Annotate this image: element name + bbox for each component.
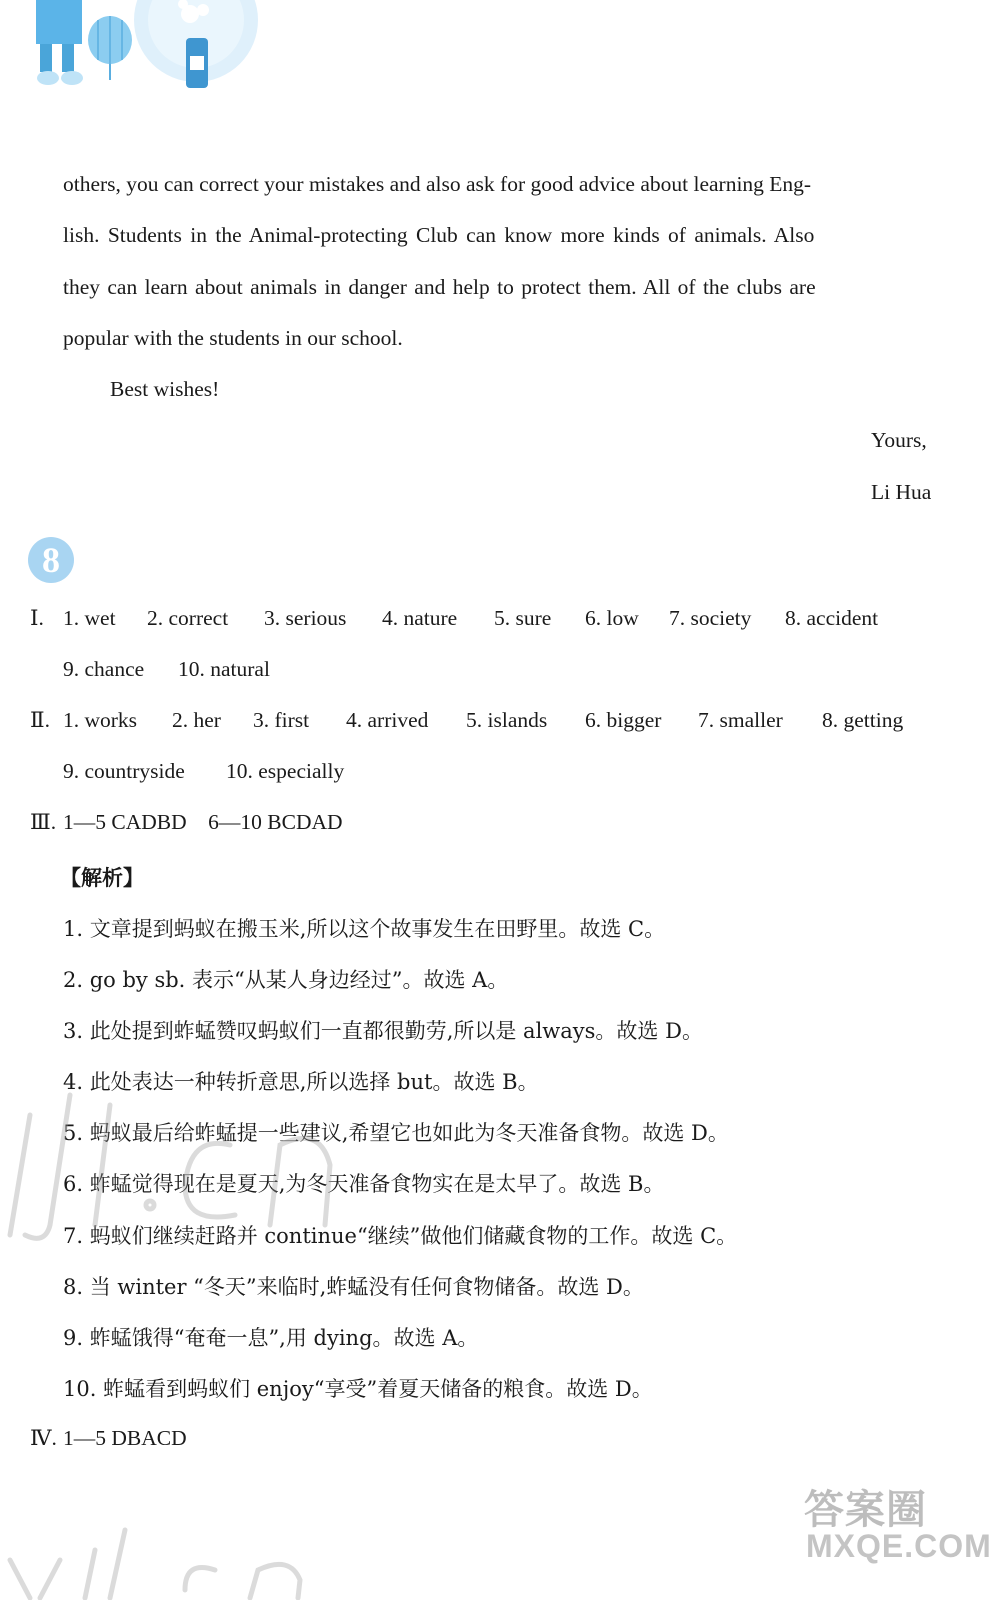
answer-item: 10. especially [226, 759, 345, 783]
analysis-item: 3. 此处提到蚱蜢赞叹蚂蚁们一直都很勤劳,所以是 always。故选 D。 [63, 1019, 703, 1043]
part-4-roman: Ⅳ. [30, 1426, 57, 1450]
header-illustration [0, 0, 270, 100]
answer-item: 5. sure [494, 606, 552, 630]
part-3-roman: Ⅲ. [30, 810, 57, 834]
analysis-item: 2. go by sb. 表示“从某人身边经过”。故选 A。 [63, 968, 509, 992]
part-3-answers: 1—5 CADBD 6—10 BCDAD [63, 810, 343, 834]
analysis-item: 6. 蚱蜢觉得现在是夏天,为冬天准备食物实在是太早了。故选 B。 [63, 1172, 665, 1196]
analysis-item: 10. 蚱蜢看到蚂蚁们 enjoy“享受”着夏天储备的粮食。故选 D。 [63, 1377, 653, 1401]
answer-item: 1. wet [63, 606, 116, 630]
analysis-item: 8. 当 winter “冬天”来临时,蚱蜢没有任何食物储备。故选 D。 [63, 1275, 644, 1299]
answer-item: 8. getting [822, 708, 904, 732]
part-1-roman: Ⅰ. [30, 606, 44, 630]
answer-item: 10. natural [178, 657, 270, 681]
analysis-item: 4. 此处表达一种转折意思,所以选择 but。故选 B。 [63, 1070, 539, 1094]
answer-item: 3. first [253, 708, 310, 732]
answer-item: 6. low [585, 606, 639, 630]
answer-item: 4. arrived [346, 708, 429, 732]
analysis-item: 1. 文章提到蚂蚁在搬玉米,所以这个故事发生在田野里。故选 C。 [63, 917, 666, 941]
background-watermark [0, 1085, 400, 1245]
answer-item: 2. her [172, 708, 221, 732]
answer-item: 7. society [669, 606, 752, 630]
letter-line: they can learn about animals in danger and help to protect them. All of the clubs are [63, 275, 816, 299]
answer-item: 1. works [63, 708, 138, 732]
answer-item: 6. bigger [585, 708, 662, 732]
analysis-item: 5. 蚂蚁最后给蚱蜢提一些建议,希望它也如此为冬天准备食物。故选 D。 [63, 1121, 729, 1145]
answer-item: 7. smaller [698, 708, 783, 732]
watermark-line-2: MXQE.COM [806, 1528, 992, 1564]
analysis-heading: 【解析】 [60, 865, 144, 890]
letter-sign-name: Li Hua [871, 480, 932, 504]
letter-line: others, you can correct your mistakes and also ask for good advice about learning Eng- [63, 172, 812, 196]
analysis-item: 7. 蚂蚁们继续赶路并 continue“继续”做他们储藏食物的工作。故选 C。 [63, 1224, 738, 1248]
analysis-item: 9. 蚱蜢饿得“奄奄一息”,用 dying。故选 A。 [63, 1326, 479, 1350]
watermark-line-1: 答案圈 [804, 1487, 927, 1533]
answer-item: 4. nature [382, 606, 458, 630]
part-4-answers: 1—5 DBACD [63, 1426, 187, 1450]
answer-item: 9. chance [63, 657, 145, 681]
letter-line: lish. Students in the Animal-protecting Club can know more kinds of animals. Also [63, 223, 815, 247]
letter-closing: Best wishes! [110, 377, 220, 401]
bottom-watermark [0, 1520, 330, 1600]
answer-item: 5. islands [466, 708, 548, 732]
letter-line: popular with the students in our school. [63, 326, 403, 350]
answer-item: 3. serious [264, 606, 347, 630]
part-2-roman: Ⅱ. [30, 708, 50, 732]
answer-item: 8. accident [785, 606, 879, 630]
letter-sign-yours: Yours, [871, 428, 927, 452]
section-number-badge: 8 [28, 537, 74, 583]
answer-item: 9. countryside [63, 759, 185, 783]
answer-item: 2. correct [147, 606, 229, 630]
